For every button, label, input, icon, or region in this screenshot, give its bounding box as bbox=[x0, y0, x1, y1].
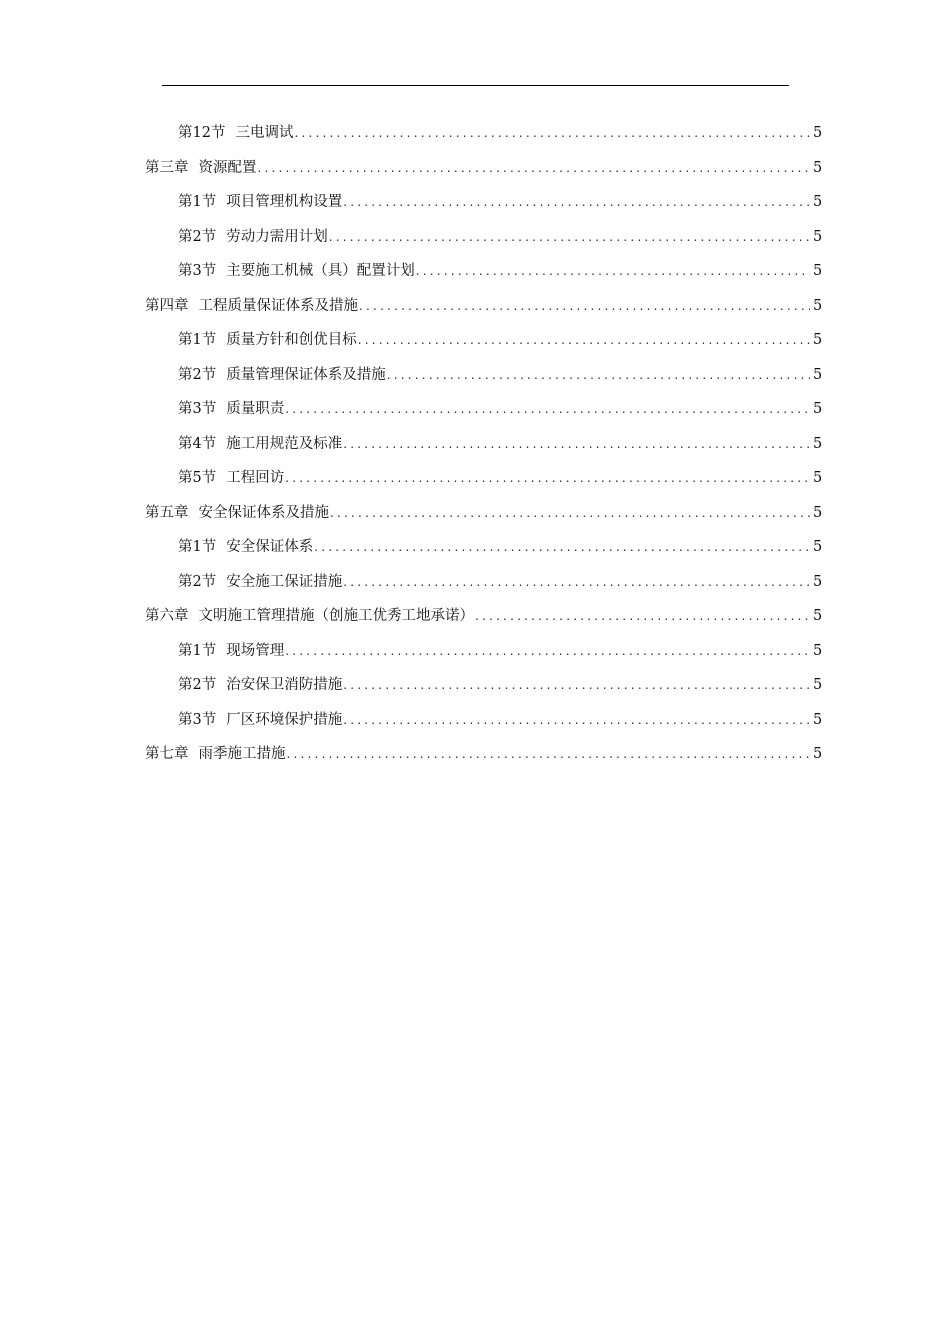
toc-entry-title: 质量管理保证体系及措施 bbox=[226, 366, 386, 383]
toc-dot-leader bbox=[343, 668, 810, 702]
toc-dot-leader bbox=[475, 599, 810, 633]
toc-entry[interactable] bbox=[145, 599, 822, 633]
toc-entry-title: 项目管理机构设置 bbox=[226, 194, 343, 210]
toc-entry-number: 第3节 bbox=[178, 263, 217, 279]
toc-entry-number: 第1节 bbox=[178, 539, 217, 555]
toc-entry-number: 第3节 bbox=[178, 711, 217, 728]
toc-entry-title: 劳动力需用计划 bbox=[226, 228, 328, 245]
toc-entry-number: 第4节 bbox=[178, 435, 217, 452]
toc-dot-leader bbox=[285, 634, 810, 668]
toc-page-number: 5 bbox=[813, 125, 823, 141]
toc-page-number: 5 bbox=[813, 228, 823, 245]
toc-page-number: 5 bbox=[813, 297, 823, 314]
toc-dot-leader bbox=[343, 185, 810, 219]
toc-dot-leader bbox=[359, 289, 810, 323]
toc-entry-title: 厂区环境保护措施 bbox=[226, 711, 343, 728]
toc-entry-number: 第五章 bbox=[145, 504, 189, 521]
toc-entry[interactable] bbox=[178, 634, 822, 668]
toc-entry[interactable] bbox=[178, 185, 822, 219]
toc-entry-number: 第2节 bbox=[178, 366, 217, 383]
toc-entry-title: 工程回访 bbox=[226, 470, 285, 486]
toc-entry-number: 第1节 bbox=[178, 642, 217, 659]
toc-entry[interactable] bbox=[178, 461, 822, 495]
toc-entry[interactable] bbox=[178, 703, 822, 737]
toc-dot-leader bbox=[358, 323, 810, 357]
toc-page-number: 5 bbox=[813, 470, 823, 486]
toc-entry-title: 施工用规范及标准 bbox=[226, 435, 343, 452]
toc-entry-number: 第1节 bbox=[178, 194, 217, 210]
toc-entry[interactable] bbox=[178, 427, 822, 461]
toc-entry-number: 第三章 bbox=[145, 159, 189, 176]
toc-entry-number: 第5节 bbox=[178, 470, 217, 486]
toc-entry-number: 第12节 bbox=[178, 125, 226, 141]
toc-dot-leader bbox=[343, 703, 810, 737]
toc-page-number: 5 bbox=[813, 504, 823, 521]
toc-entry[interactable] bbox=[178, 565, 822, 599]
toc-dot-leader bbox=[287, 737, 811, 771]
toc-entry-number: 第六章 bbox=[145, 608, 189, 624]
toc-entry[interactable] bbox=[178, 220, 822, 254]
toc-entry-number: 第2节 bbox=[178, 677, 217, 693]
toc-page-number: 5 bbox=[813, 608, 823, 624]
toc-entry-title: 文明施工管理措施（创施工优秀工地承诺） bbox=[198, 608, 474, 624]
toc-page-number: 5 bbox=[813, 159, 823, 176]
toc-dot-leader bbox=[294, 116, 810, 150]
toc-page-number: 5 bbox=[813, 435, 823, 452]
toc-entry-title: 主要施工机械（具）配置计划 bbox=[226, 263, 415, 279]
toc-entry-title: 治安保卫消防措施 bbox=[226, 677, 343, 693]
toc-entry[interactable] bbox=[178, 254, 822, 288]
toc-entry-number: 第2节 bbox=[178, 573, 217, 590]
toc-dot-leader bbox=[330, 496, 810, 530]
toc-entry[interactable] bbox=[178, 392, 822, 426]
toc-dot-leader bbox=[329, 220, 810, 254]
toc-entry-number: 第2节 bbox=[178, 228, 217, 245]
toc-dot-leader bbox=[258, 151, 811, 185]
toc-entry-title: 资源配置 bbox=[198, 159, 257, 176]
toc-entry-title: 雨季施工措施 bbox=[198, 746, 286, 762]
toc-entry-number: 第四章 bbox=[145, 297, 189, 314]
toc-dot-leader bbox=[387, 358, 810, 392]
toc-dot-leader bbox=[314, 530, 810, 564]
toc-entry[interactable] bbox=[178, 358, 822, 392]
toc-dot-leader bbox=[285, 461, 810, 495]
toc-entry-title: 现场管理 bbox=[226, 642, 285, 659]
toc-entry[interactable] bbox=[145, 151, 822, 185]
toc-entry-number: 第3节 bbox=[178, 401, 217, 417]
toc-entry-title: 三电调试 bbox=[235, 125, 294, 141]
toc-page-number: 5 bbox=[813, 746, 823, 762]
toc-entry[interactable] bbox=[178, 323, 822, 357]
toc-entry-title: 安全保证体系 bbox=[226, 539, 314, 555]
toc-entry[interactable] bbox=[145, 289, 822, 323]
toc-page-number: 5 bbox=[813, 332, 823, 348]
toc-entry-title: 安全施工保证措施 bbox=[226, 573, 343, 590]
toc-entry[interactable] bbox=[178, 116, 822, 150]
toc-entry[interactable] bbox=[178, 668, 822, 702]
toc-page-number: 5 bbox=[813, 711, 823, 728]
toc-entry-title: 工程质量保证体系及措施 bbox=[198, 297, 358, 314]
toc-page-number: 5 bbox=[813, 401, 823, 417]
toc-page-number: 5 bbox=[813, 539, 823, 555]
toc-page-number: 5 bbox=[813, 642, 823, 659]
toc-entry[interactable] bbox=[178, 530, 822, 564]
toc-dot-leader bbox=[343, 565, 810, 599]
toc-entry-title: 安全保证体系及措施 bbox=[198, 504, 329, 521]
toc-dot-leader bbox=[343, 427, 810, 461]
toc-entry[interactable] bbox=[145, 496, 822, 530]
header-rule bbox=[162, 85, 789, 86]
toc-page-number: 5 bbox=[813, 366, 823, 383]
toc-page-number: 5 bbox=[813, 194, 823, 210]
toc-page-number: 5 bbox=[813, 573, 823, 590]
toc-page-number: 5 bbox=[813, 677, 823, 693]
toc-entry-number: 第七章 bbox=[145, 746, 189, 762]
toc-entry[interactable] bbox=[145, 737, 822, 771]
toc-page-number: 5 bbox=[813, 263, 823, 279]
toc-entry-number: 第1节 bbox=[178, 332, 217, 348]
toc-dot-leader bbox=[416, 254, 810, 288]
toc-dot-leader bbox=[285, 392, 810, 426]
toc-entry-title: 质量方针和创优目标 bbox=[226, 332, 357, 348]
toc-entry-title: 质量职责 bbox=[226, 401, 285, 417]
